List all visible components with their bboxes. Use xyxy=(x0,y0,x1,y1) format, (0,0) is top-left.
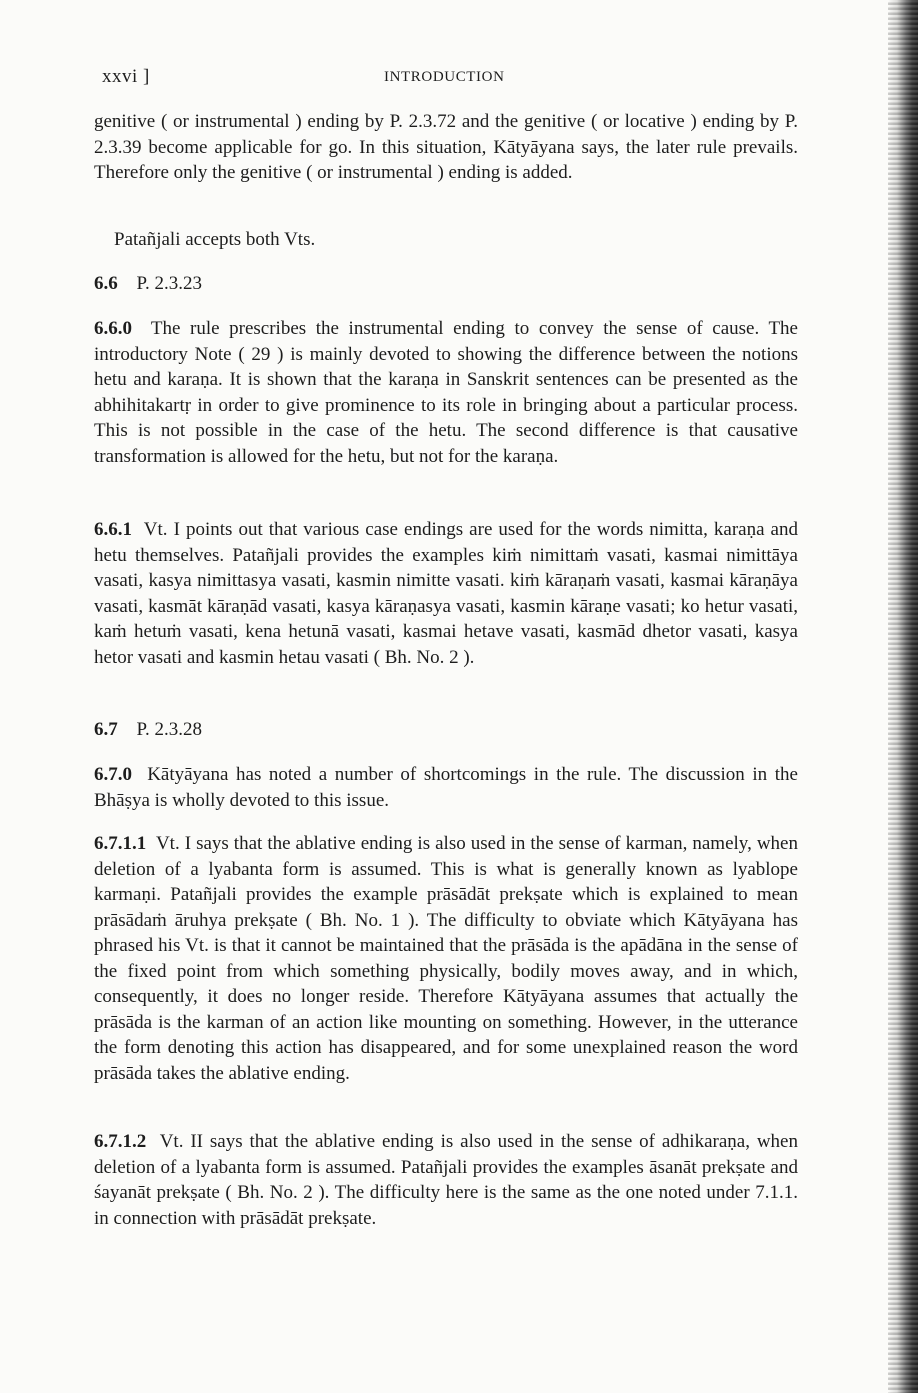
section-6-7-0 xyxy=(94,762,798,813)
running-title: INTRODUCTION xyxy=(384,69,505,85)
section-paragraph xyxy=(94,762,798,813)
section-number: 6.6.1 xyxy=(94,519,132,540)
section-text: Vt. I says that the ablative ending is also used in the sense of karman, namely, when deletion of a lyabanta form is assumed. This is what is generally known as lyablope karmaṇi. Patañjali provides the example prāsādāt prekṣate which is explained to mean prāsādaṁ āruhya prekṣate ( Bh. No. 1 ). The difficulty to obviate which Kātyāyana has phrased his Vt. is that it cannot be maintained that the prāsāda is the apādāna in the sense of the fixed point from which something physically, bodily moves away, and in which, consequently, it does no longer reside. Therefore Kātyāyana assumes that actually the prāsāda is the karman of an action like mounting on something. However, in the utterance the form denoting this action has disappeared, and for some unexplained reason the word prāsāda takes the ablative ending. xyxy=(94,833,798,1084)
section-text: Vt. I points out that various case endings are used for the words nimitta, karaṇa and hetu themselves. Patañjali provides the examples kiṁ nimittaṁ vasati, kasmai nimittāya vasati, kasya nimittasya vasati, kasmin nimitte vasati. kiṁ kāraṇaṁ vasati, kasmai kāraṇāya vasati, kasmāt kāraṇād vasati, kasya kāraṇasya vasati, kasmin kāraṇe vasati; ko hetur vasati, kaṁ hetuṁ vasati, kena hetunā vasati, kasmai hetave vasati, kasmād dhetor vasati, kasya hetor vasati and kasmin hetau vasati ( Bh. No. 2 ). xyxy=(94,519,798,668)
paragraph-text: genitive ( or instrumental ) ending by P. 2.3.72 and the genitive ( or locative ) ending by P. 2.3.39 become applicable for go. In this situation, Kātyāyana says, the later rule prevails. Therefore only the genitive ( or instrumental ) ending is added. xyxy=(94,111,798,183)
section-title: P. 2.3.23 xyxy=(136,273,202,294)
paragraph-continuation xyxy=(94,109,798,186)
section-text: Vt. II says that the ablative ending is also used in the sense of adhikaraṇa, when deletion of a lyabanta form is assumed. Patañjali provides the examples āsanāt prekṣate and śayanāt prekṣate ( Bh. No. 2 ). The difficulty here is the same as the one noted under 7.1.1. in connection with prāsādāt prekṣate. xyxy=(94,1131,798,1229)
section-6-7-1-1 xyxy=(94,831,798,1086)
page-header xyxy=(102,66,802,92)
scan-edge-shadow xyxy=(888,0,918,1393)
section-heading-6-6 xyxy=(94,271,798,297)
section-number: 6.7 xyxy=(94,719,118,740)
section-text: The rule prescribes the instrumental ending to convey the sense of cause. The introductory Note ( 29 ) is mainly devoted to showing the difference between the notions hetu and karaṇa. It is shown that the karaṇa in Sanskrit sentences can be presented as the abhihitakartṛ in order to give prominence to its role in bringing about a particular process. This is not possible in the case of the hetu. The second difference is that causative transformation is allowed for the hetu, but not for the karaṇa. xyxy=(94,318,798,467)
page-number: xxvi ] xyxy=(102,66,150,87)
section-number: 6.6.0 xyxy=(94,318,132,339)
section-paragraph xyxy=(94,831,798,1086)
section-6-7-1-2 xyxy=(94,1129,798,1231)
paragraph-text: Patañjali accepts both Vts. xyxy=(114,229,316,250)
section-text: Kātyāyana has noted a number of shortcomings in the rule. The discussion in the Bhāṣya is wholly devoted to this issue. xyxy=(94,764,798,811)
section-heading-6-7 xyxy=(94,717,798,743)
section-paragraph xyxy=(94,517,798,670)
section-6-6-1 xyxy=(94,517,798,670)
section-number: 6.7.1.1 xyxy=(94,833,147,854)
section-title: P. 2.3.28 xyxy=(136,719,202,740)
section-number: 6.6 xyxy=(94,273,118,294)
section-6-6-0 xyxy=(94,316,798,469)
paragraph-patanjali xyxy=(94,227,798,253)
section-paragraph xyxy=(94,316,798,469)
section-number: 6.7.0 xyxy=(94,764,132,785)
section-number: 6.7.1.2 xyxy=(94,1131,147,1152)
section-paragraph xyxy=(94,1129,798,1231)
